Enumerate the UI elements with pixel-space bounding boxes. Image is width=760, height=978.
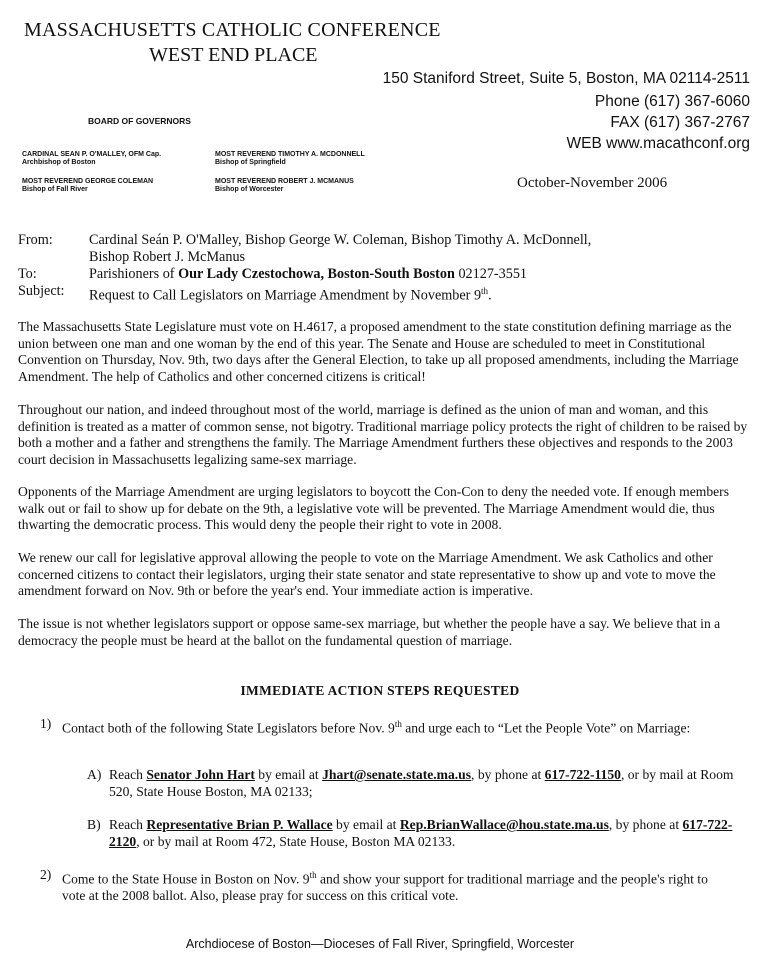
substep-b-mid2: , by phone at [608, 817, 683, 832]
governor-name: MOST REVEREND TIMOTHY A. MCDONNELL [215, 151, 365, 158]
substep-letter: B) [87, 817, 101, 832]
organization-building: WEST END PLACE [149, 44, 318, 66]
governor-title: Bishop of Springfield [215, 159, 286, 166]
step1-text-a: Contact both of the following State Legislators before Nov. 9 [62, 720, 395, 736]
from-value-line2: Bishop Robert J. McManus [89, 249, 246, 265]
parish-name: Our Lady Czestochowa, Boston-South Boston [178, 266, 455, 282]
subject-superscript: th [481, 286, 489, 296]
step2-text-a: Come to the State House in Boston on Nov. 9 [62, 871, 310, 887]
to-prefix: Parishioners of [89, 266, 179, 282]
governor-title: Bishop of Worcester [215, 186, 284, 193]
representative-name: Representative Brian P. Wallace [146, 817, 333, 832]
organization-address: 150 Staniford Street, Suite 5, Boston, MA 02114-2511 [382, 70, 750, 87]
step1-text-b: and urge each to “Let the People Vote” on Marriage: [401, 720, 691, 736]
from-value-line1: Cardinal Seán P. O'Malley, Bishop George W. Coleman, Bishop Timothy A. McDonnell, [89, 232, 592, 248]
action-step-1b [109, 817, 749, 850]
body-paragraph: We renew our call for legislative approval allowing the people to vote on the Marriage Amendment. We ask Catholics and other concerned citizens to contact their legislators, urging their state senator and state representative to show up and vote to move the amendment forward on Nov. 9th or before the year's end. Your immediate action is imperative. [18, 550, 716, 598]
governor-entry [215, 178, 354, 194]
organization-website: WEB www.macathconf.org [566, 135, 750, 152]
action-step-1 [62, 716, 712, 737]
organization-name: MASSACHUSETTS CATHOLIC CONFERENCE [24, 19, 441, 41]
step1-superscript: th [394, 719, 402, 729]
parish-zip: 02127-3551 [454, 266, 528, 282]
senator-email-link[interactable]: Jhart@senate.state.ma.us [322, 767, 472, 782]
body-paragraph: The issue is not whether legislators support or oppose same-sex marriage, but whether the people have a say. We believe that in a democracy the people must be heard at the ballot on the fundamental question of marriage. [18, 616, 721, 648]
from-label: From: [18, 232, 53, 248]
governor-title: Archbishop of Boston [22, 159, 96, 166]
action-step-2 [62, 867, 732, 905]
substep-a-mid2: , by phone at [471, 767, 545, 782]
organization-phone: Phone (617) 367-6060 [594, 93, 750, 110]
body-paragraph: Throughout our nation, and indeed throughout most of the world, marriage is defined as the union of man and woman, and this definition is treated as a matter of common sense, not bigotry. Traditional marriage policy protects the right of children to be raised by both a mother and a father and strengthens the family. The Marriage Amendment furthers these objectives and responds to the 2003 court decision in Massachusetts legalizing same-sex marriage. [18, 402, 748, 467]
substep-a-end: , or by mail at Room 520, State House Boston, MA 02133; [109, 767, 734, 799]
representative-phone: 617-722-2120 [109, 817, 733, 849]
substep-a-prefix: Reach [109, 767, 147, 782]
substep-letter: A) [87, 767, 102, 782]
substep-b-mid1: by email at [332, 817, 400, 832]
governor-name: CARDINAL SEAN P. O'MALLEY, OFM Cap. [22, 151, 162, 158]
governor-name: MOST REVEREND ROBERT J. MCMANUS [215, 178, 354, 185]
organization-fax: FAX (617) 367-2767 [610, 114, 750, 131]
step2-superscript: th [309, 870, 317, 880]
letter-date: October-November 2006 [517, 175, 668, 191]
governor-title: Bishop of Fall River [22, 186, 88, 193]
substep-b-end: , or by mail at Room 472, State House, Boston MA 02133. [136, 833, 456, 849]
subject-label: Subject: [18, 283, 65, 299]
governor-entry [22, 151, 161, 167]
board-of-governors-title: BOARD OF GOVERNORS [88, 116, 191, 126]
subject-text: Request to Call Legislators on Marriage Amendment by November 9 [89, 287, 482, 304]
body-paragraph: Opponents of the Marriage Amendment are urging legislators to boycott the Con-Con to deny the needed vote. If enough members walk out or fail to show up for debate on the 9th, a legislative vote will be prevented. The Marriage Amendment would die, thus thwarting the democratic process. This would deny the people their right to vote in 2008. [18, 484, 729, 532]
memo-header [18, 232, 591, 305]
action-step-1a [109, 767, 749, 800]
step-number: 1) [40, 716, 52, 731]
governor-name: MOST REVEREND GEORGE COLEMAN [22, 178, 154, 185]
step-number: 2) [40, 867, 52, 882]
action-steps-heading: IMMEDIATE ACTION STEPS REQUESTED [240, 683, 520, 698]
step2-text-b: and show your support for traditional marriage and the people's right to vote at the 2008 ballot. Also, please pray for success on this critical vote. [62, 871, 708, 904]
subject-end: . [488, 287, 492, 304]
governor-entry [22, 178, 153, 194]
senator-phone: 617-722-1150 [544, 767, 621, 782]
body-paragraph: The Massachusetts State Legislature must vote on H.4617, a proposed amendment to the state constitution defining marriage as the union between one man and one woman by the end of this year. The Senate and House are scheduled to meet in Constitutional Convention on Thursday, Nov. 9th, two days after the General Election, to take up all proposed amendments, including the Marriage Amendment. The help of Catholics and other concerned citizens is critical! [18, 319, 739, 384]
substep-a-mid1: by email at [254, 767, 323, 782]
to-value [89, 266, 591, 283]
substep-b-prefix: Reach [109, 817, 147, 832]
from-value [89, 232, 591, 266]
senator-name: Senator John Hart [146, 767, 255, 782]
footer-dioceses: Archdiocese of Boston—Dioceses of Fall River, Springfield, Worcester [185, 937, 575, 951]
subject-value [89, 283, 591, 305]
representative-email-link[interactable]: Rep.BrianWallace@hou.state.ma.us [399, 817, 609, 832]
governor-entry [215, 151, 365, 167]
to-label: To: [18, 266, 37, 282]
